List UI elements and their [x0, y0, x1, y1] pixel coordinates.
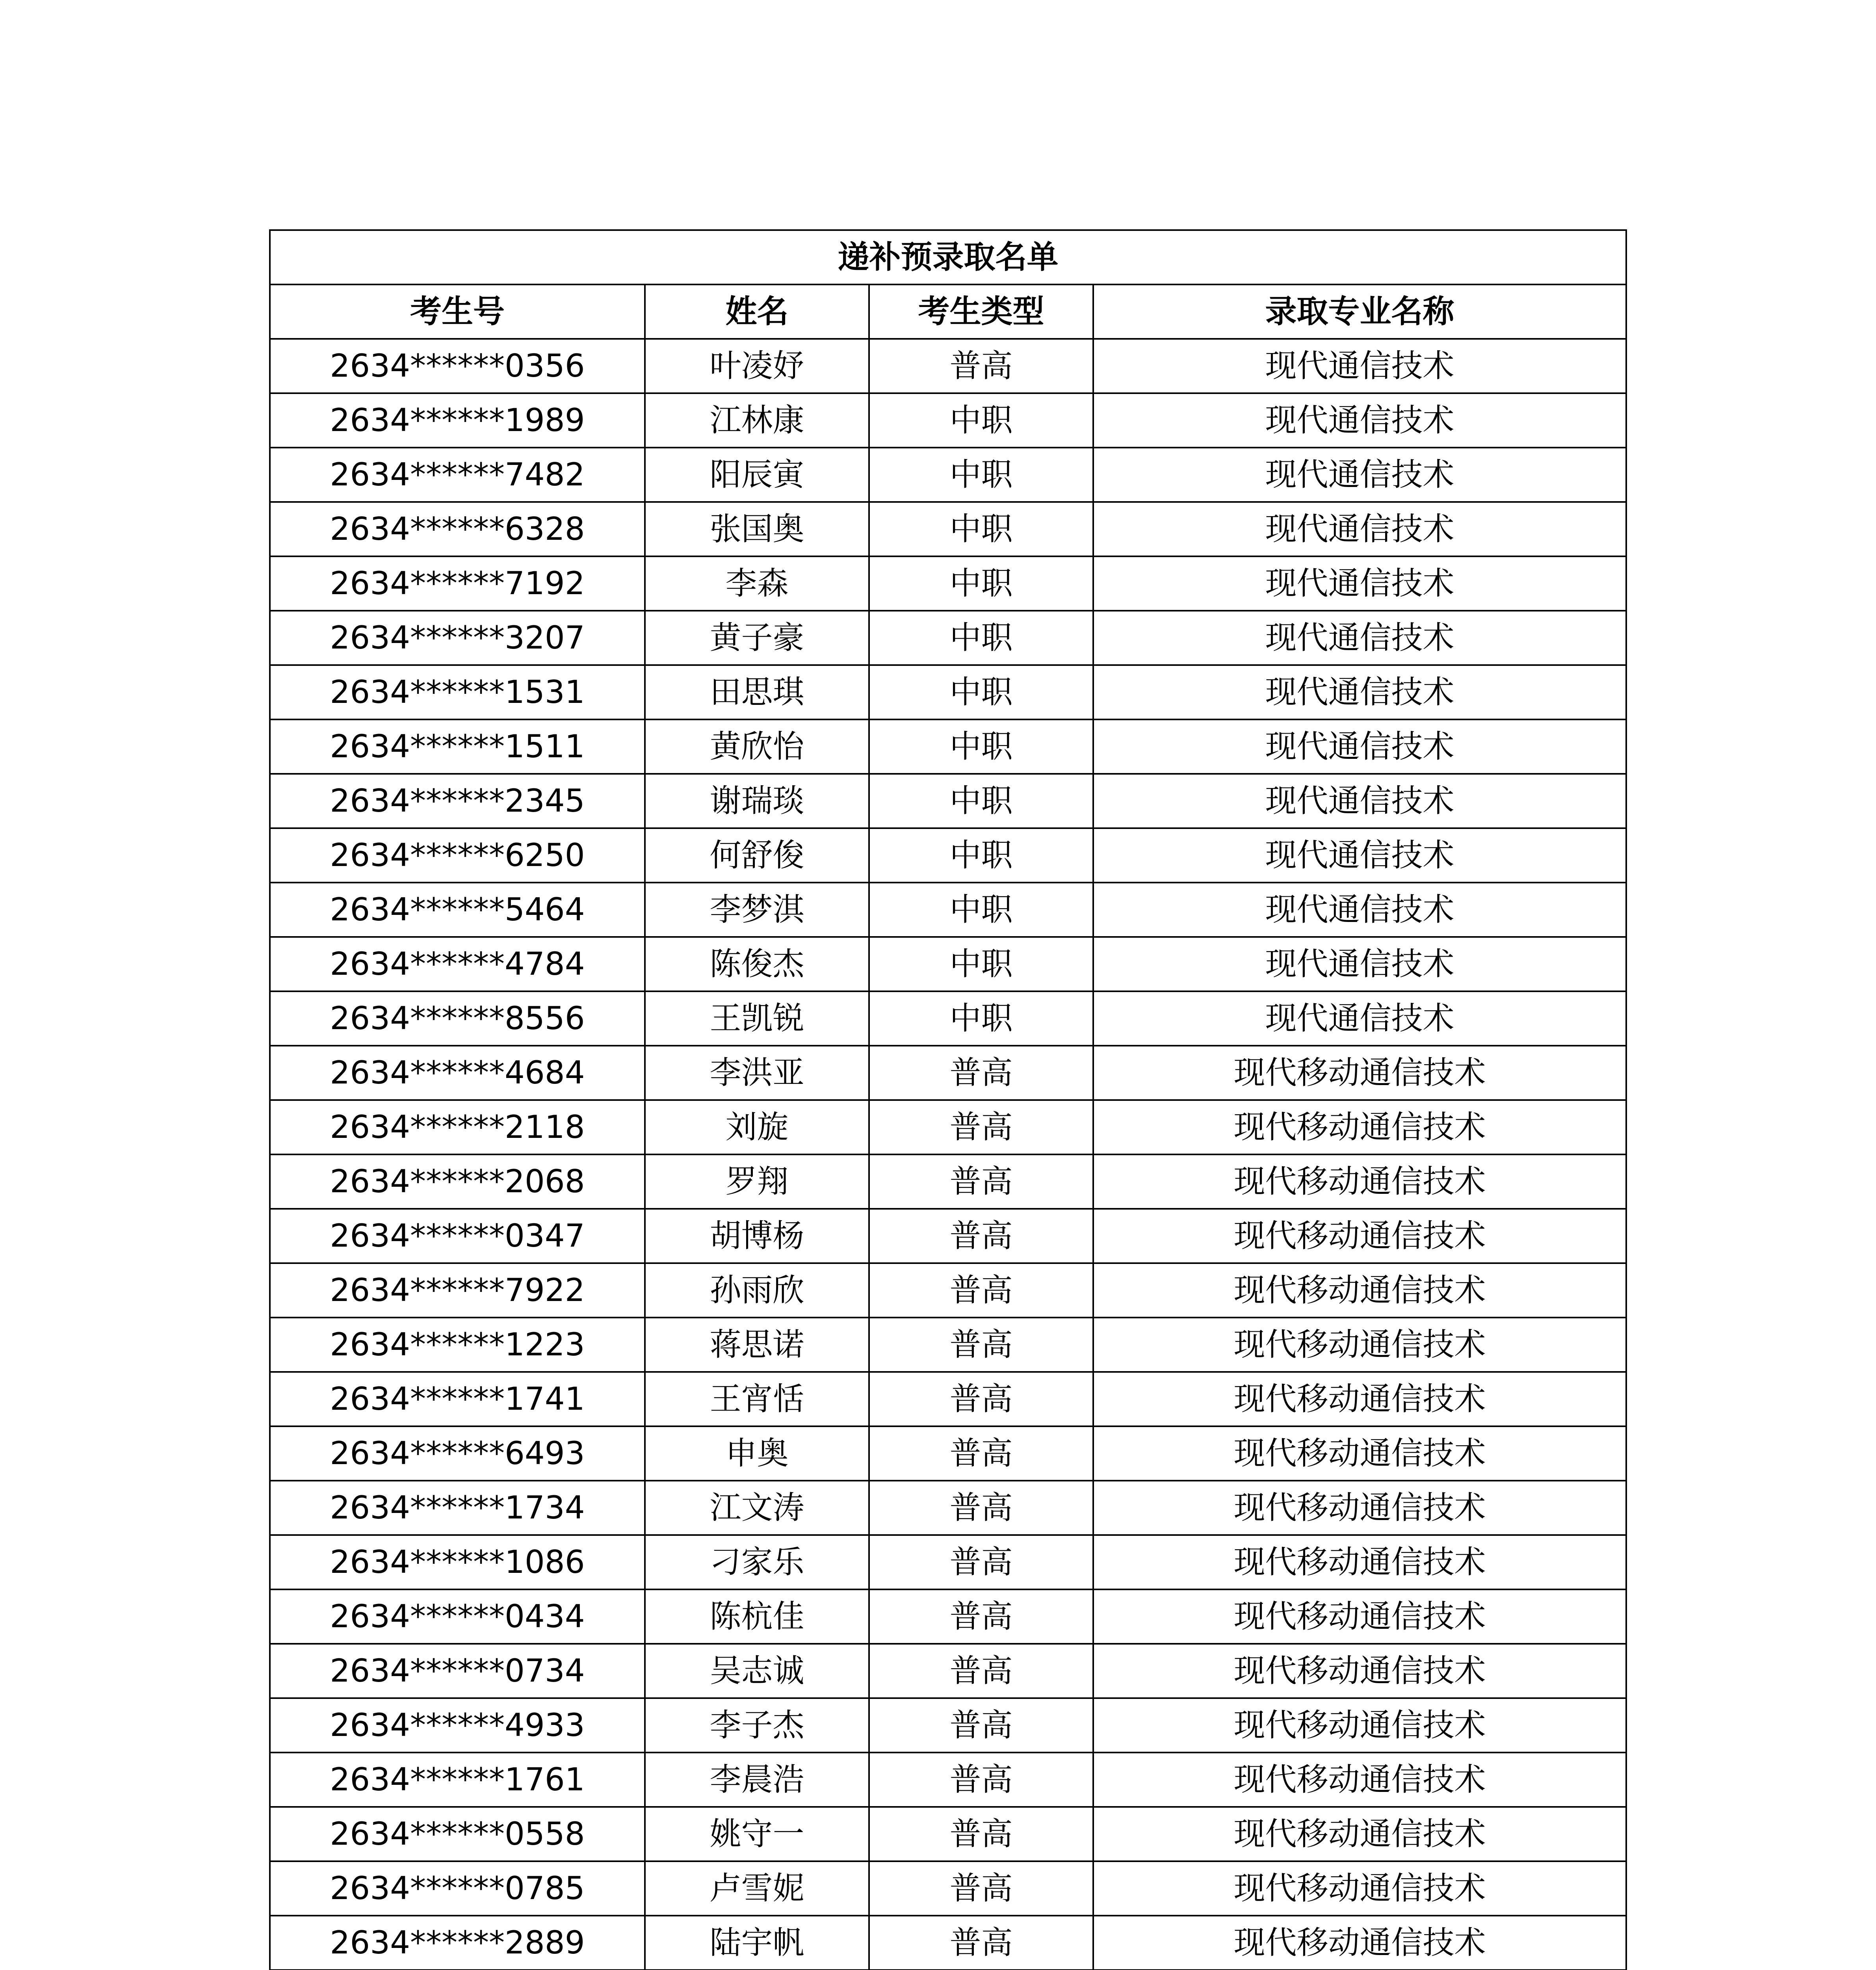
table-row	[270, 448, 1626, 502]
table-row	[270, 1916, 1626, 1970]
candidate-id-cell: 2634******0434	[270, 1589, 645, 1644]
candidate-id-cell: 2634******0558	[270, 1807, 645, 1861]
column-header-major: 录取专业名称	[1093, 284, 1626, 339]
table-body	[270, 339, 1626, 1970]
table-row	[270, 1535, 1626, 1589]
table-row	[270, 991, 1626, 1046]
candidate-name-cell: 江林康	[645, 393, 869, 448]
candidate-name-cell: 陈俊杰	[645, 937, 869, 991]
table-row	[270, 1046, 1626, 1100]
candidate-name-cell: 刘旋	[645, 1100, 869, 1154]
candidate-id-cell: 2634******7482	[270, 448, 645, 502]
candidate-id-cell: 2634******2345	[270, 774, 645, 828]
admitted-major-cell: 现代移动通信技术	[1093, 1807, 1626, 1861]
table-row	[270, 1644, 1626, 1698]
candidate-name-cell: 蒋思诺	[645, 1318, 869, 1372]
candidate-name-cell: 黄欣怡	[645, 719, 869, 774]
candidate-id-cell: 2634******2889	[270, 1916, 645, 1970]
candidate-name-cell: 吴志诚	[645, 1644, 869, 1698]
admitted-major-cell: 现代移动通信技术	[1093, 1644, 1626, 1698]
title-row	[270, 230, 1626, 284]
candidate-name-cell: 李子杰	[645, 1698, 869, 1753]
admitted-major-cell: 现代移动通信技术	[1093, 1916, 1626, 1970]
admitted-major-cell: 现代通信技术	[1093, 556, 1626, 611]
column-header-name: 姓名	[645, 284, 869, 339]
admitted-major-cell: 现代通信技术	[1093, 774, 1626, 828]
admitted-major-cell: 现代通信技术	[1093, 991, 1626, 1046]
candidate-id-cell: 2634******0356	[270, 339, 645, 393]
candidate-id-cell: 2634******3207	[270, 611, 645, 665]
admitted-major-cell: 现代通信技术	[1093, 828, 1626, 883]
candidate-name-cell: 李梦淇	[645, 883, 869, 937]
candidate-type-cell: 普高	[869, 1481, 1093, 1535]
candidate-type-cell: 中职	[869, 393, 1093, 448]
candidate-name-cell: 张国奥	[645, 502, 869, 556]
candidate-name-cell: 江文涛	[645, 1481, 869, 1535]
admitted-major-cell: 现代通信技术	[1093, 393, 1626, 448]
candidate-type-cell: 中职	[869, 665, 1093, 719]
table-row	[270, 828, 1626, 883]
admission-list-table	[269, 229, 1627, 1970]
candidate-id-cell: 2634******7922	[270, 1263, 645, 1318]
column-header-candidate-type: 考生类型	[869, 284, 1093, 339]
table-row	[270, 883, 1626, 937]
candidate-type-cell: 普高	[869, 1318, 1093, 1372]
table-row	[270, 774, 1626, 828]
candidate-type-cell: 普高	[869, 1589, 1093, 1644]
admitted-major-cell: 现代移动通信技术	[1093, 1481, 1626, 1535]
candidate-id-cell: 2634******0734	[270, 1644, 645, 1698]
table-row	[270, 1589, 1626, 1644]
admitted-major-cell: 现代移动通信技术	[1093, 1046, 1626, 1100]
admitted-major-cell: 现代通信技术	[1093, 339, 1626, 393]
candidate-type-cell: 中职	[869, 448, 1093, 502]
candidate-type-cell: 普高	[869, 1046, 1093, 1100]
admitted-major-cell: 现代移动通信技术	[1093, 1154, 1626, 1209]
candidate-type-cell: 普高	[869, 1535, 1093, 1589]
admitted-major-cell: 现代移动通信技术	[1093, 1100, 1626, 1154]
candidate-id-cell: 2634******4684	[270, 1046, 645, 1100]
candidate-type-cell: 中职	[869, 937, 1093, 991]
candidate-id-cell: 2634******1223	[270, 1318, 645, 1372]
candidate-name-cell: 阳辰寅	[645, 448, 869, 502]
candidate-id-cell: 2634******5464	[270, 883, 645, 937]
table-row	[270, 937, 1626, 991]
table-row	[270, 1100, 1626, 1154]
candidate-name-cell: 田思琪	[645, 665, 869, 719]
admitted-major-cell: 现代通信技术	[1093, 883, 1626, 937]
candidate-name-cell: 李晨浩	[645, 1753, 869, 1807]
candidate-name-cell: 申奥	[645, 1426, 869, 1481]
candidate-type-cell: 普高	[869, 1753, 1093, 1807]
candidate-type-cell: 中职	[869, 991, 1093, 1046]
admitted-major-cell: 现代通信技术	[1093, 719, 1626, 774]
table-row	[270, 1154, 1626, 1209]
admitted-major-cell: 现代移动通信技术	[1093, 1318, 1626, 1372]
candidate-name-cell: 罗翔	[645, 1154, 869, 1209]
candidate-name-cell: 卢雪妮	[645, 1861, 869, 1916]
table-row	[270, 1481, 1626, 1535]
table-row	[270, 1807, 1626, 1861]
admitted-major-cell: 现代通信技术	[1093, 448, 1626, 502]
candidate-id-cell: 2634******7192	[270, 556, 645, 611]
admitted-major-cell: 现代移动通信技术	[1093, 1535, 1626, 1589]
candidate-id-cell: 2634******0785	[270, 1861, 645, 1916]
admitted-major-cell: 现代移动通信技术	[1093, 1209, 1626, 1263]
candidate-type-cell: 普高	[869, 1209, 1093, 1263]
header-row	[270, 284, 1626, 339]
table-row	[270, 611, 1626, 665]
candidate-name-cell: 李森	[645, 556, 869, 611]
admitted-major-cell: 现代移动通信技术	[1093, 1698, 1626, 1753]
candidate-id-cell: 2634******1531	[270, 665, 645, 719]
table-row	[270, 1263, 1626, 1318]
table-row	[270, 556, 1626, 611]
table-row	[270, 1318, 1626, 1372]
candidate-type-cell: 普高	[869, 1698, 1093, 1753]
candidate-name-cell: 陆宇帆	[645, 1916, 869, 1970]
table-title: 递补预录取名单	[270, 230, 1626, 284]
candidate-id-cell: 2634******2068	[270, 1154, 645, 1209]
table-row	[270, 1426, 1626, 1481]
table-row	[270, 393, 1626, 448]
table-row	[270, 1209, 1626, 1263]
table-row	[270, 1698, 1626, 1753]
candidate-name-cell: 孙雨欣	[645, 1263, 869, 1318]
candidate-type-cell: 普高	[869, 1807, 1093, 1861]
candidate-id-cell: 2634******1741	[270, 1372, 645, 1426]
candidate-name-cell: 姚守一	[645, 1807, 869, 1861]
admitted-major-cell: 现代移动通信技术	[1093, 1861, 1626, 1916]
candidate-id-cell: 2634******1511	[270, 719, 645, 774]
admitted-major-cell: 现代通信技术	[1093, 611, 1626, 665]
table-row	[270, 1861, 1626, 1916]
admitted-major-cell: 现代通信技术	[1093, 665, 1626, 719]
candidate-type-cell: 中职	[869, 883, 1093, 937]
candidate-name-cell: 李洪亚	[645, 1046, 869, 1100]
table-row	[270, 665, 1626, 719]
candidate-id-cell: 2634******8556	[270, 991, 645, 1046]
candidate-name-cell: 何舒俊	[645, 828, 869, 883]
candidate-id-cell: 2634******2118	[270, 1100, 645, 1154]
candidate-type-cell: 中职	[869, 556, 1093, 611]
candidate-type-cell: 普高	[869, 1861, 1093, 1916]
candidate-type-cell: 普高	[869, 1263, 1093, 1318]
candidate-type-cell: 普高	[869, 1100, 1093, 1154]
admitted-major-cell: 现代移动通信技术	[1093, 1426, 1626, 1481]
candidate-type-cell: 普高	[869, 1426, 1093, 1481]
candidate-name-cell: 王宵恬	[645, 1372, 869, 1426]
candidate-name-cell: 刁家乐	[645, 1535, 869, 1589]
candidate-id-cell: 2634******1086	[270, 1535, 645, 1589]
candidate-type-cell: 普高	[869, 1154, 1093, 1209]
candidate-type-cell: 中职	[869, 611, 1093, 665]
candidate-id-cell: 2634******1989	[270, 393, 645, 448]
candidate-type-cell: 普高	[869, 1644, 1093, 1698]
candidate-name-cell: 陈杭佳	[645, 1589, 869, 1644]
admitted-major-cell: 现代移动通信技术	[1093, 1263, 1626, 1318]
table-row	[270, 1372, 1626, 1426]
candidate-name-cell: 王凯锐	[645, 991, 869, 1046]
candidate-type-cell: 中职	[869, 719, 1093, 774]
admitted-major-cell: 现代通信技术	[1093, 502, 1626, 556]
candidate-id-cell: 2634******6328	[270, 502, 645, 556]
admitted-major-cell: 现代通信技术	[1093, 937, 1626, 991]
admitted-major-cell: 现代移动通信技术	[1093, 1753, 1626, 1807]
candidate-id-cell: 2634******0347	[270, 1209, 645, 1263]
table-row	[270, 719, 1626, 774]
candidate-type-cell: 普高	[869, 1916, 1093, 1970]
candidate-type-cell: 中职	[869, 828, 1093, 883]
candidate-type-cell: 普高	[869, 1372, 1093, 1426]
candidate-name-cell: 胡博杨	[645, 1209, 869, 1263]
candidate-name-cell: 谢瑞琰	[645, 774, 869, 828]
candidate-type-cell: 中职	[869, 774, 1093, 828]
admitted-major-cell: 现代移动通信技术	[1093, 1372, 1626, 1426]
candidate-type-cell: 中职	[869, 502, 1093, 556]
table-row	[270, 502, 1626, 556]
table-row	[270, 1753, 1626, 1807]
table-row	[270, 339, 1626, 393]
candidate-id-cell: 2634******4784	[270, 937, 645, 991]
column-header-candidate-id: 考生号	[270, 284, 645, 339]
candidate-name-cell: 黄子豪	[645, 611, 869, 665]
candidate-id-cell: 2634******6493	[270, 1426, 645, 1481]
candidate-id-cell: 2634******4933	[270, 1698, 645, 1753]
candidate-id-cell: 2634******6250	[270, 828, 645, 883]
candidate-type-cell: 普高	[869, 339, 1093, 393]
candidate-name-cell: 叶凌妤	[645, 339, 869, 393]
admitted-major-cell: 现代移动通信技术	[1093, 1589, 1626, 1644]
candidate-id-cell: 2634******1734	[270, 1481, 645, 1535]
candidate-id-cell: 2634******1761	[270, 1753, 645, 1807]
